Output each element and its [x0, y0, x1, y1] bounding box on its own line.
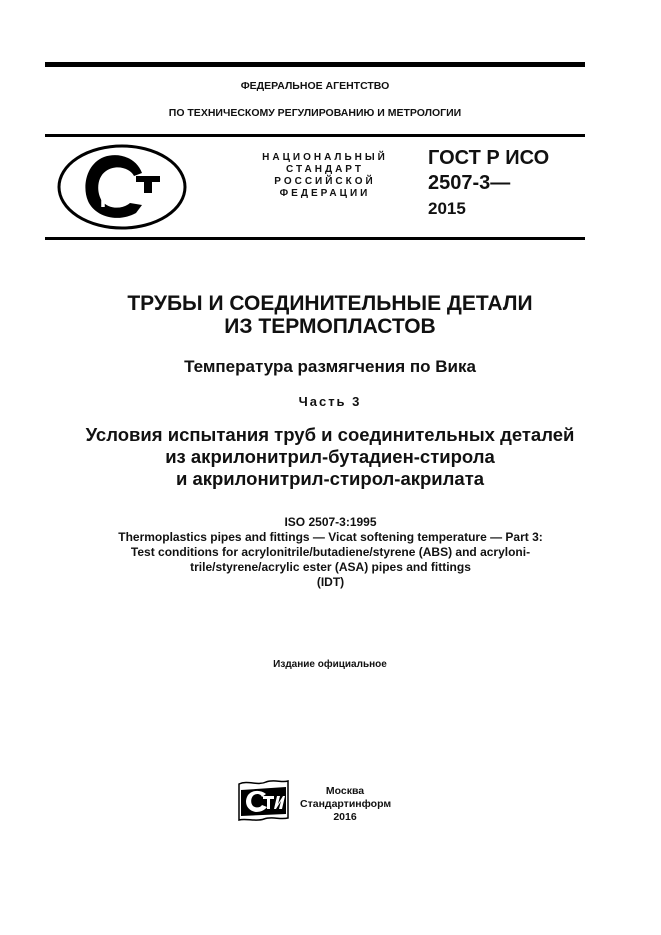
part-title-line1: Условия испытания труб и соединительных деталей — [85, 424, 575, 445]
national-standard-label — [240, 152, 410, 200]
part-number: Часть 3 — [298, 394, 362, 409]
top-thick-rule — [45, 62, 585, 67]
standard-block-bottom-rule — [45, 237, 585, 240]
publisher-year: 2016 — [333, 811, 357, 823]
title-line2: ИЗ ТЕРМОПЛАСТОВ — [224, 315, 436, 338]
designation-line2: 2507-3— — [428, 172, 511, 194]
title-line1: ТРУБЫ И СОЕДИНИТЕЛЬНЫЕ ДЕТАЛИ — [127, 292, 533, 315]
document-title — [45, 292, 615, 338]
national-standard-line2: СТАНДАРТ — [286, 164, 364, 175]
publisher-name: Стандартинформ — [300, 798, 392, 810]
publisher-info — [300, 785, 390, 824]
document-subtitle: Температура размягчения по Вика — [184, 357, 476, 376]
rst-logo-icon — [56, 143, 188, 231]
agency-name-line1: ФЕДЕРАЛЬНОЕ АГЕНТСТВО — [240, 80, 390, 92]
header-divider-rule — [45, 134, 585, 137]
part-title-line3: и акрилонитрил-стирол-акрилата — [175, 468, 485, 489]
part-title — [20, 424, 640, 490]
designation-line1: ГОСТ Р ИСО — [428, 147, 550, 169]
iso-title-line2: Test conditions for acrylonitrile/butadiene/styrene (ABS) and acryloni- — [130, 545, 531, 559]
official-edition-label: Издание официальное — [273, 659, 387, 670]
iso-reference — [40, 515, 621, 590]
iso-title-line1: Thermoplastics pipes and fittings — Vicat softening temperature — Part 3: — [118, 530, 543, 544]
national-standard-line3: РОССИЙСКОЙ — [274, 176, 376, 187]
iso-code: ISO 2507-3:1995 — [284, 515, 377, 529]
publisher-city: Москва — [325, 785, 365, 797]
iso-equivalence: (IDT) — [316, 575, 345, 589]
iso-title-line3: trile/styrene/acrylic ester (ASA) pipes and fittings — [190, 560, 471, 574]
national-standard-line1: НАЦИОНАЛЬНЫЙ — [262, 152, 388, 163]
national-standard-line4: ФЕДЕРАЦИИ — [279, 188, 371, 199]
standard-designation — [428, 146, 549, 221]
designation-year: 2015 — [428, 199, 466, 218]
part-title-line2: из акрилонитрил-бутадиен-стирола — [165, 446, 495, 467]
standartinform-logo-icon — [236, 778, 292, 822]
agency-name-line2: ПО ТЕХНИЧЕСКОМУ РЕГУЛИРОВАНИЮ И МЕТРОЛОГИИ — [168, 107, 462, 119]
